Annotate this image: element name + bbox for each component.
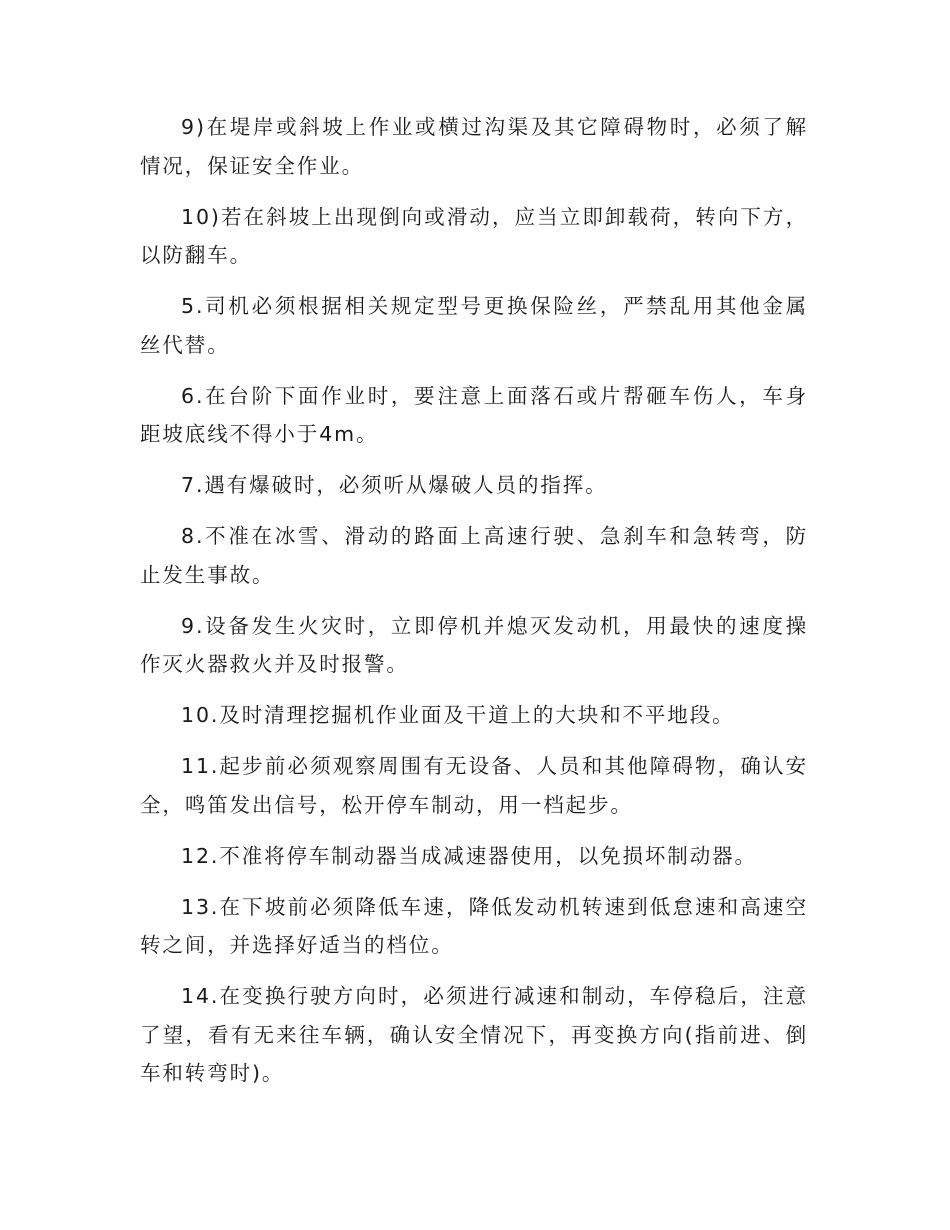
- paragraph-9-fire: 9.设备发生火灾时，立即停机并熄灭发动机，用最快的速度操作灭火器救火并及时报警。: [140, 613, 808, 676]
- paragraph-9-embankment: 9)在堤岸或斜坡上作业或横过沟渠及其它障碍物时，必须了解情况，保证安全作业。: [140, 115, 808, 178]
- paragraph-12-brake: 12.不准将停车制动器当成减速器使用，以免损坏制动器。: [181, 843, 757, 868]
- paragraph-5-fuse: 5.司机必须根据相关规定型号更换保险丝，严禁乱用其他金属丝代替。: [140, 294, 808, 357]
- paragraph-13-downhill: 13.在下坡前必须降低车速，降低发动机转速到低怠速和高速空转之间，并选择好适当的档位。: [140, 894, 808, 957]
- paragraph-6-bench: 6.在台阶下面作业时，要注意上面落石或片帮砸车伤人，车身距坡底线不得小于4m。: [140, 383, 808, 446]
- paragraph-8-ice: 8.不准在冰雪、滑动的路面上高速行驶、急刹车和急转弯，防止发生事故。: [140, 524, 808, 587]
- document-body: [140, 108, 808, 1105]
- paragraph-10-clearing: 10.及时清理挖掘机作业面及干道上的大块和不平地段。: [181, 703, 735, 727]
- paragraph-10-slope: 10)若在斜坡上出现倒向或滑动，应当立即卸载荷，转向下方，以防翻车。: [140, 204, 808, 267]
- paragraph-14-direction: 14.在变换行驶方向时，必须进行减速和制动，车停稳后，注意了望，看有无来往车辆，确认安全情况下，再变换方向(指前进、倒车和转弯时)。: [140, 984, 808, 1085]
- paragraph-11-start: 11.起步前必须观察周围有无设备、人员和其他障碍物，确认安全，鸣笛发出信号，松开停车制动，用一档起步。: [140, 754, 808, 817]
- paragraph-7-blasting: 7.遇有爆破时，必须听从爆破人员的指挥。: [181, 473, 608, 497]
